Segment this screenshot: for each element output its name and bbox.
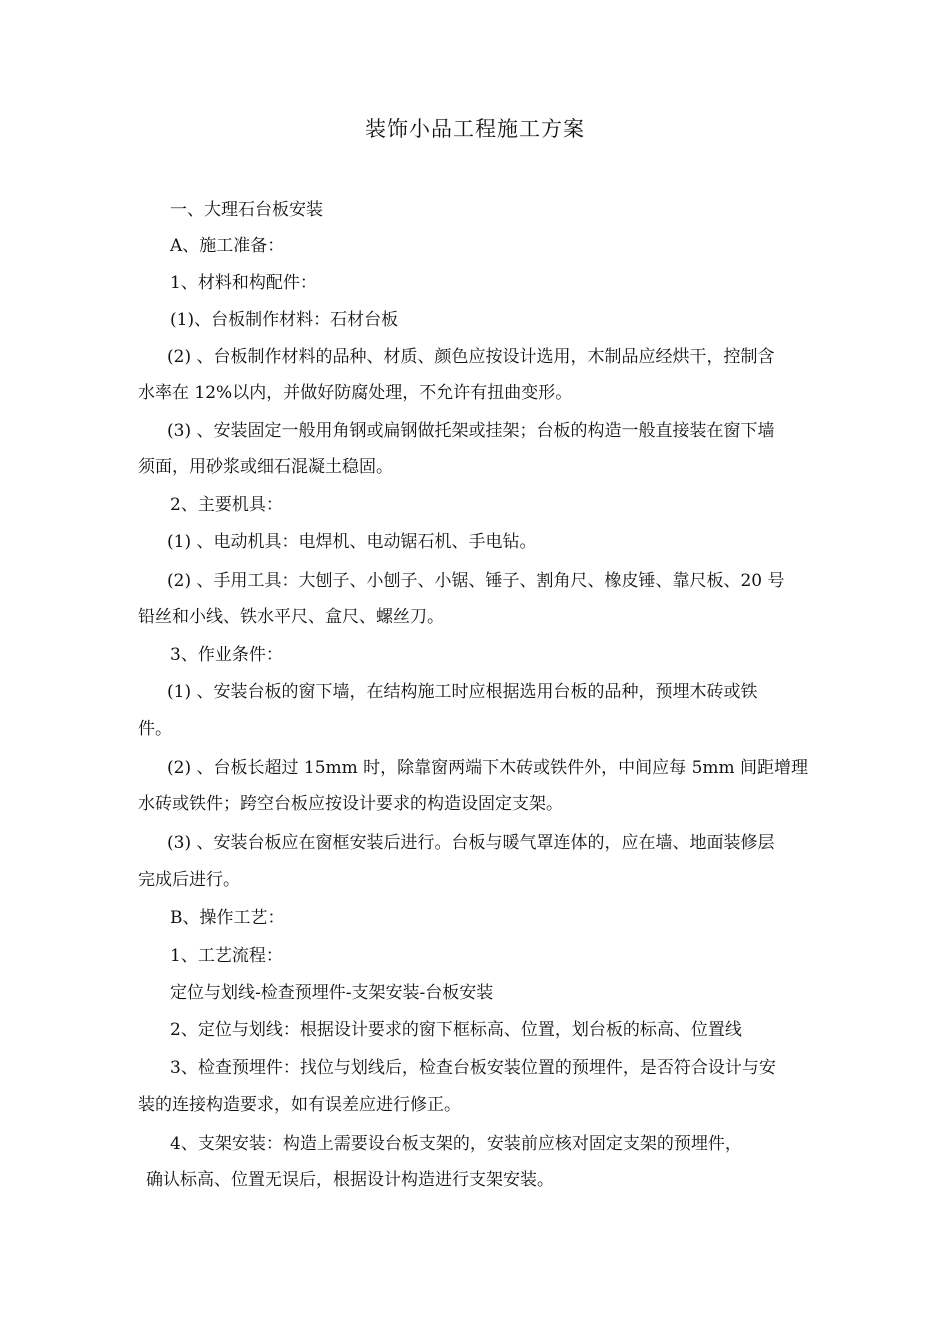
paragraph-line: 确认标高、位置无误后，根据设计构造进行支架安装。 [146, 1170, 554, 1190]
paragraph-line: 完成后进行。 [138, 870, 240, 890]
paragraph-line: 水砖或铁件；跨空台板应按设计要求的构造设固定支架。 [138, 794, 563, 814]
paragraph-line: (2) 、台板制作材料的品种、材质、颜色应按设计选用，木制品应经烘干，控制含 [167, 347, 775, 367]
paragraph-line: 3、检查预埋件：找位与划线后，检查台板安装位置的预埋件，是否符合设计与安 [170, 1058, 776, 1078]
subsection-heading: A、施工准备： [170, 236, 285, 256]
paragraph-line: 4、支架安装：构造上需要设台板支架的，安装前应核对固定支架的预埋件， [170, 1134, 742, 1154]
section-heading: 一、大理石台板安装 [170, 200, 323, 220]
paragraph-line: 铅丝和小线、铁水平尺、盒尺、螺丝刀。 [138, 607, 444, 627]
paragraph-line: (1)、台板制作材料：石材台板 [170, 310, 399, 330]
item-heading: 1、工艺流程： [170, 946, 283, 966]
paragraph-line: (1) 、安装台板的窗下墙，在结构施工时应根据选用台板的品种，预埋木砖或铁 [167, 682, 758, 702]
paragraph-line: (3) 、安装固定一般用角钢或扁钢做托架或挂架；台板的构造一般直接装在窗下墙 [167, 421, 775, 441]
item-heading: 2、主要机具： [170, 495, 283, 515]
subsection-heading: B、操作工艺： [170, 908, 285, 928]
item-heading: 3、作业条件： [170, 645, 283, 665]
paragraph-line: 须面，用砂浆或细石混凝土稳固。 [138, 457, 393, 477]
paragraph-line: (2) 、台板长超过 15mm 时，除靠窗两端下木砖或铁件外，中间应每 5mm 间距增理 [167, 758, 809, 778]
paragraph-line: 2、定位与划线：根据设计要求的窗下框标高、位置，划台板的标高、位置线 [170, 1020, 742, 1040]
paragraph-line: 件。 [138, 719, 172, 739]
paragraph-line: (3) 、安装台板应在窗框安装后进行。台板与暖气罩连体的，应在墙、地面装修层 [167, 833, 775, 853]
paragraph-line: 定位与划线-检查预埋件-支架安装-台板安装 [170, 983, 494, 1003]
document-title: 装饰小品工程施工方案 [365, 117, 585, 141]
paragraph-line: (1) 、电动机具：电焊机、电动锯石机、手电钻。 [167, 532, 537, 552]
paragraph-line: 装的连接构造要求，如有误差应进行修正。 [138, 1095, 461, 1115]
item-heading: 1、材料和构配件： [170, 273, 317, 293]
paragraph-line: (2) 、手用工具：大刨子、小刨子、小锯、锤子、割角尺、橡皮锤、靠尺板、20 号 [167, 571, 785, 591]
paragraph-line: 水率在 12%以内，并做好防腐处理，不允许有扭曲变形。 [138, 383, 573, 403]
